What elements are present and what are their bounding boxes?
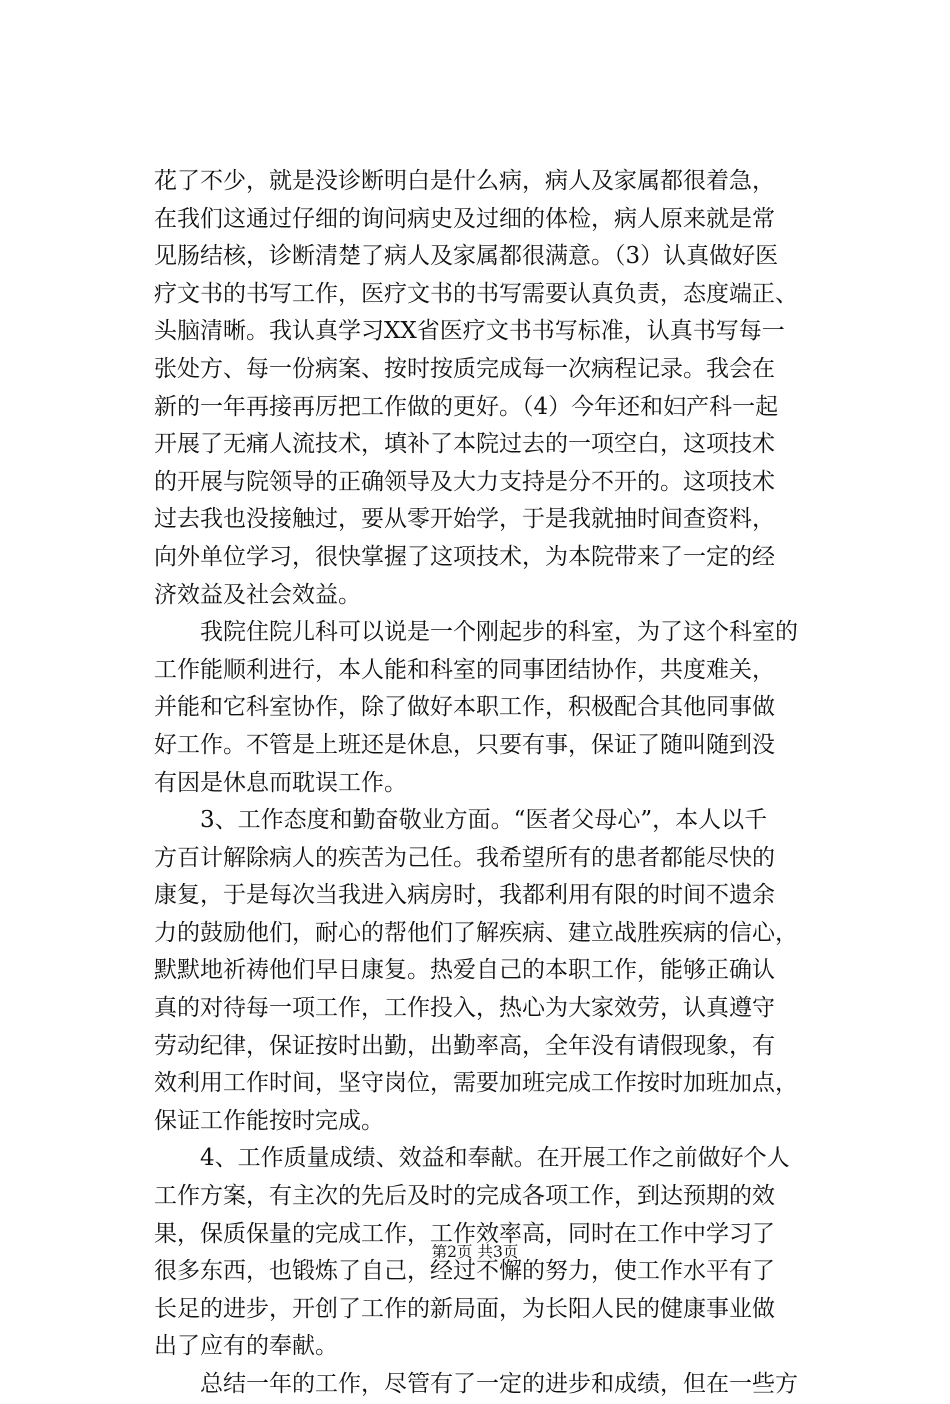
text-line: 3、工作态度和勤奋敬业方面。“医者父母心”，本人以千 [154, 807, 768, 834]
text-line: 4、工作质量成绩、效益和奉献。在开展工作之前做好个人 [154, 1145, 790, 1172]
text-line: 好工作。不管是上班还是休息，只要有事，保证了随叫随到没 [154, 731, 775, 758]
text-line: 出了应有的奉献。 [154, 1333, 338, 1360]
text-line: 长足的进步，开创了工作的新局面，为长阳人民的健康事业做 [154, 1295, 775, 1322]
text-line: 新的一年再接再厉把工作做的更好。（4）今年还和妇产科一起 [154, 393, 779, 420]
text-line: 工作方案，有主次的先后及时的完成各项工作，到达预期的效 [154, 1183, 775, 1210]
text-line: 的开展与院领导的正确领导及大力支持是分不开的。这项技术 [154, 468, 775, 495]
text-line: 总结一年的工作，尽管有了一定的进步和成绩，但在一些方 [154, 1371, 798, 1397]
text-line: 过去我也没接触过，要从零开始学，于是我就抽时间查资料， [154, 506, 775, 533]
text-line: 方百计解除病人的疾苦为己任。我希望所有的患者都能尽快的 [154, 844, 775, 871]
text-line: 康复，于是每次当我进入病房时，我都利用有限的时间不遗余 [154, 882, 775, 909]
text-line: 在我们这通过仔细的询问病史及过细的体检，病人原来就是常 [154, 205, 775, 232]
text-line: 真的对待每一项工作，工作投入，热心为大家效劳，认真遵守 [154, 995, 775, 1022]
text-line: 开展了无痛人流技术，填补了本院过去的一项空白，这项技术 [154, 431, 775, 458]
text-line: 我院住院儿科可以说是一个刚起步的科室，为了这个科室的 [154, 619, 798, 646]
page-number-footer: 第2页 共3页 [431, 1243, 519, 1261]
text-line: 并能和它科室协作，除了做好本职工作，积极配合其他同事做 [154, 694, 775, 721]
text-line: 济效益及社会效益。 [154, 581, 361, 608]
text-line: 劳动纪律，保证按时出勤，出勤率高，全年没有请假现象，有 [154, 1032, 775, 1059]
text-line: 果，保质保量的完成工作，工作效率高，同时在工作中学习了 [154, 1220, 775, 1247]
text-line: 很多东西，也锻炼了自己，经过不懈的努力，使工作水平有了 [154, 1258, 775, 1285]
text-line: 力的鼓励他们，耐心的帮他们了解疾病、建立战胜疾病的信心， [154, 919, 798, 946]
text-line: 默默地祈祷他们早日康复。热爱自己的本职工作，能够正确认 [154, 957, 775, 984]
text-line: 工作能顺利进行，本人能和科室的同事团结协作，共度难关， [154, 656, 775, 683]
text-line: 头脑清晰。我认真学习XX省医疗文书书写标准，认真书写每一 [154, 318, 785, 345]
text-line: 疗文书的书写工作，医疗文书的书写需要认真负责，态度端正、 [154, 280, 798, 307]
text-line: 张处方、每一份病案、按时按质完成每一次病程记录。我会在 [154, 355, 775, 382]
text-line: 向外单位学习，很快掌握了这项技术，为本院带来了一定的经 [154, 543, 775, 570]
body-text [154, 163, 826, 1404]
text-line: 有因是休息而耽误工作。 [154, 769, 407, 796]
text-line: 花了不少，就是没诊断明白是什么病，病人及家属都很着急， [154, 168, 775, 194]
text-line: 效利用工作时间，坚守岗位，需要加班完成工作按时加班加点， [154, 1070, 798, 1097]
text-line: 保证工作能按时完成。 [154, 1107, 384, 1134]
text-line: 见肠结核，诊断清楚了病人及家属都很满意。（3）认真做好医 [154, 243, 779, 270]
